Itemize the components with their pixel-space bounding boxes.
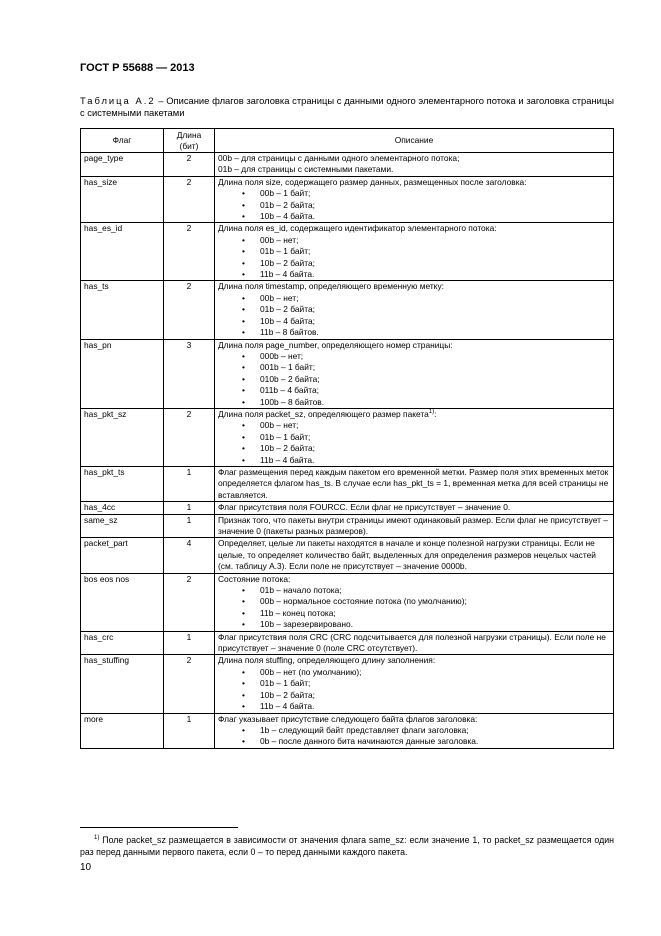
description-text — [218, 409, 610, 420]
bullet-list — [218, 585, 610, 631]
bullet-item: • 10b – 2 байта; — [242, 690, 610, 701]
flag-length: 2 — [164, 655, 215, 713]
bullet-item: • 011b – 4 байта; — [242, 385, 610, 396]
footnote-separator — [80, 827, 238, 828]
bullet-item: • 01b – 1 байт; — [242, 246, 610, 257]
bullet-item: • 10b – 4 байта. — [242, 211, 610, 222]
description-text — [218, 502, 610, 513]
description-main: Признак того, что пакеты внутри страницы имеют одинаковый размер. Если флаг не присутствует – значение 0 (пакеты разных размеров). — [218, 514, 608, 536]
page-number: 10 — [80, 862, 92, 873]
description-text — [218, 538, 610, 572]
flag-name: has_pn — [81, 339, 164, 408]
bullet-item: • 10b – 4 байта; — [242, 316, 610, 327]
flag-name: has_crc — [81, 631, 164, 655]
bullet-item: • 00b – нет; — [242, 420, 610, 431]
description-end: : — [434, 408, 437, 419]
description-text — [218, 340, 610, 351]
table-row — [81, 153, 614, 177]
description-text — [218, 515, 610, 538]
flag-length: 1 — [164, 713, 215, 748]
flag-description — [215, 502, 614, 514]
table-caption-label: Таблица А.2 — [80, 95, 156, 106]
description-main: Длина поля timestamp, определяющего временную метку: — [218, 281, 444, 292]
flag-length: 1 — [164, 502, 215, 514]
header-description: Описание — [215, 129, 614, 153]
description-main: Определяет, целые ли пакеты находятся в начале и конце полезной нагрузки страницы. Если не целые, то определяет количество байт, выделенных для определения размеров нецелых частей (см. таблицу А.3). Если поле не присутствует – значение 0000b. — [218, 538, 596, 572]
flag-description — [215, 223, 614, 281]
bullet-item: • 100b – 8 байтов. — [242, 397, 610, 408]
bullet-item: • 11b – 4 байта. — [242, 701, 610, 712]
description-text — [218, 655, 610, 666]
bullet-item: • 01b – 1 байт; — [242, 678, 610, 689]
bullet-item: • 0b – после данного бита начинаются данные заголовка. — [242, 736, 610, 747]
description-main: Флаг размещения перед каждым пакетом его временной метки. Размер поля этих временных меток определяется флагом has_ts. В случае если has_pkt_ts = 1, временная метка для всей страницы не вставляется. — [218, 466, 609, 500]
description-main: Длина поля es_id, содержащего идентификатор элементарного потока: — [218, 223, 497, 234]
flag-description — [215, 538, 614, 573]
bullet-item: • 00b – нет (по умолчанию); — [242, 667, 610, 678]
flag-description — [215, 176, 614, 223]
flag-length: 3 — [164, 339, 215, 408]
bullet-list — [218, 293, 610, 339]
flag-description — [215, 281, 614, 339]
flag-name: has_ts — [81, 281, 164, 339]
table-row — [81, 514, 614, 538]
table-row — [81, 176, 614, 223]
footnote-text: Поле packet_sz размещается в зависимости от значения флага same_sz: если значение 1, то packet_sz размещается один раз перед данными первого пакета, если 0 – то перед данными каждого пакета. — [80, 835, 614, 857]
flag-length: 2 — [164, 223, 215, 281]
bullet-item: • 11b – 4 байта. — [242, 455, 610, 466]
description-main: Флаг присутствия поля FOURCC. Если флаг не присутствует – значение 0. — [218, 502, 511, 513]
flags-table — [80, 128, 614, 749]
flag-description — [215, 466, 614, 501]
bullet-item: • 10b – зарезервировано. — [242, 619, 610, 630]
bullet-item: • 10b – 2 байта; — [242, 258, 610, 269]
flag-name: more — [81, 713, 164, 748]
table-row — [81, 223, 614, 281]
bullet-item: • 11b – конец потока; — [242, 608, 610, 619]
document-header: ГОСТ Р 55688 — 2013 — [80, 62, 195, 74]
flag-description — [215, 573, 614, 631]
table-row — [81, 655, 614, 713]
flag-name: page_type — [81, 153, 164, 177]
description-text — [218, 574, 610, 585]
flag-name: has_es_id — [81, 223, 164, 281]
flag-length: 4 — [164, 538, 215, 573]
flag-description — [215, 408, 614, 466]
description-text — [218, 467, 610, 501]
table-row — [81, 466, 614, 501]
table-header-row — [81, 129, 614, 153]
bullet-item: • 01b – 2 байта; — [242, 304, 610, 315]
bullet-item: • 11b – 8 байтов. — [242, 327, 610, 338]
flag-description — [215, 153, 614, 177]
flag-length: 1 — [164, 631, 215, 655]
bullet-list — [218, 351, 610, 408]
bullet-item: • 00b – 1 байт; — [242, 188, 610, 199]
table-row — [81, 339, 614, 408]
flag-length: 1 — [164, 514, 215, 538]
description-text — [218, 153, 610, 164]
bullet-item: • 10b – 2 байта; — [242, 443, 610, 454]
bullet-list — [218, 188, 610, 222]
table-row — [81, 631, 614, 655]
bullet-list — [218, 667, 610, 713]
bullet-item: • 00b – нет; — [242, 293, 610, 304]
description-main: Длина поля stuffing, определяющего длину заполнения: — [218, 655, 436, 666]
footnote-mark: 1) — [94, 835, 100, 842]
bullet-item: • 001b – 1 байт; — [242, 362, 610, 373]
description-text — [218, 177, 610, 188]
description-tail: 01b – для страницы с системными пакетами. — [218, 164, 394, 175]
flag-description — [215, 655, 614, 713]
flag-description — [215, 514, 614, 538]
bullet-item: • 010b – 2 байта; — [242, 374, 610, 385]
description-main: Состояние потока: — [218, 573, 291, 584]
bullet-item: • 00b – нет; — [242, 235, 610, 246]
bullet-item: • 01b – 2 байта; — [242, 200, 610, 211]
table-caption-text: – Описание флагов заголовка страницы с данными одного элементарного потока и заголовка страницы с системными пакетами — [80, 95, 614, 118]
description-text — [218, 223, 610, 234]
table-row — [81, 281, 614, 339]
bullet-item: • 01b – начало потока; — [242, 585, 610, 596]
flag-description — [215, 631, 614, 655]
description-main: Флаг присутствия поля CRC (CRC подсчитывается для полезной нагрузки страницы). Если поле не присутствует – значение 0 (поле CRC отсутствует). — [218, 631, 606, 654]
bullet-item: • 11b – 4 байта. — [242, 269, 610, 280]
flag-length: 2 — [164, 176, 215, 223]
table-row — [81, 538, 614, 573]
bullet-item: • 01b – 1 байт; — [242, 432, 610, 443]
flag-name: has_stuffing — [81, 655, 164, 713]
flag-description — [215, 713, 614, 748]
flag-length: 2 — [164, 281, 215, 339]
table-row — [81, 502, 614, 514]
description-text — [218, 714, 610, 725]
flag-length: 1 — [164, 466, 215, 501]
table-row — [81, 713, 614, 748]
description-main: 00b – для страницы с данными одного элементарного потока; — [218, 153, 460, 163]
bullet-list — [218, 235, 610, 281]
bullet-list — [218, 420, 610, 466]
description-main: Длина поля size, содержащего размер данных, размещенных после заголовка: — [218, 176, 527, 187]
bullet-item: • 1b – следующий байт представляет флаги заголовка; — [242, 725, 610, 736]
flag-length: 2 — [164, 408, 215, 466]
header-length: Длина (бит) — [164, 129, 215, 153]
flag-description — [215, 339, 614, 408]
bullet-item: • 00b – нормальное состояние потока (по умолчанию); — [242, 596, 610, 607]
bullet-item: • 000b – нет; — [242, 351, 610, 362]
description-main: Флаг указывает присутствие следующего байта флагов заголовка: — [218, 713, 478, 724]
flag-name: has_pkt_sz — [81, 408, 164, 466]
flag-name: has_size — [81, 176, 164, 223]
flag-length: 2 — [164, 573, 215, 631]
description-text — [218, 632, 610, 655]
footnote — [80, 834, 614, 858]
flag-name: has_pkt_ts — [81, 466, 164, 501]
flag-length: 2 — [164, 153, 215, 177]
header-flag: Флаг — [81, 129, 164, 153]
flag-name: packet_part — [81, 538, 164, 573]
bullet-list — [218, 725, 610, 748]
table-row — [81, 573, 614, 631]
footnote-ref: 1) — [428, 409, 435, 416]
description-main: Длина поля packet_sz, определяющего размер пакета — [218, 408, 429, 419]
flag-name: same_sz — [81, 514, 164, 538]
table-body — [81, 153, 614, 749]
table-caption — [80, 95, 614, 119]
table-row — [81, 408, 614, 466]
description-main: Длина поля page_number, определяющего номер страницы: — [218, 339, 453, 350]
flag-name: bos eos nos — [81, 573, 164, 631]
flag-name: has_4cc — [81, 502, 164, 514]
description-text — [218, 281, 610, 292]
